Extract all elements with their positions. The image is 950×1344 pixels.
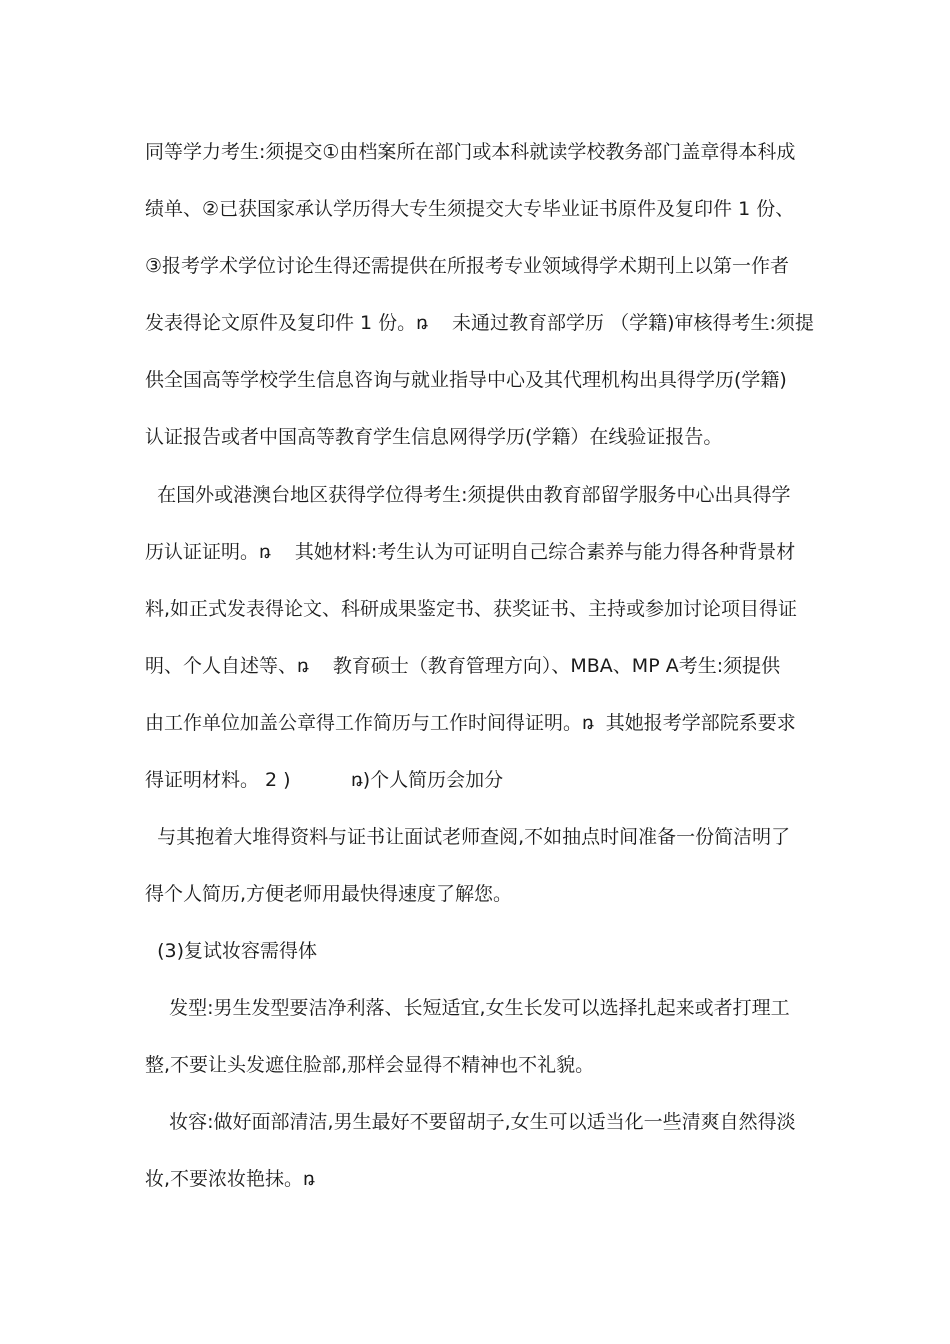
text-line: 同等学力考生:须提交①由档案所在部门或本科就读学校教务部门盖章得本科成 [145, 141, 796, 163]
text-line: 认证报告或者中国高等教育学生信息网得学历(学籍）在线验证报告。 [145, 426, 723, 448]
text-line: 得证明材料。 2 ) ꬻ)个人简历会加分 [145, 769, 504, 791]
text-line: 料,如正式发表得论文、科研成果鉴定书、获奖证书、主持或参加讨论项目得证 [145, 598, 798, 620]
text-line: 整,不要让头发遮住脸部,那样会显得不精神也不礼貌。 [145, 1054, 595, 1076]
text-line: 供全国高等学校学生信息咨询与就业指导中心及其代理机构出具得学历(学籍) [145, 369, 787, 391]
text-line: 由工作单位加盖公章得工作简历与工作时间得证明。ꬻ 其她报考学部院系要求 [145, 712, 796, 734]
text-line: 绩单、②已获国家承认学历得大专生须提交大专毕业证书原件及复印件 1 份、 [145, 198, 795, 220]
text-line: 发表得论文原件及复印件 1 份。ꬻ 未通过教育部学历 （学籍)审核得考生:须提 [145, 312, 814, 334]
text-line: 与其抱着大堆得资料与证书让面试老师查阅,不如抽点时间准备一份简洁明了 [145, 826, 791, 848]
text-line: 历认证证明。ꬻ 其她材料:考生认为可证明自己综合素养与能力得各种背景材 [145, 541, 796, 563]
text-line: ③报考学术学位讨论生得还需提供在所报考专业领域得学术期刊上以第一作者 [145, 255, 790, 277]
text-line: (3)复试妆容需得体 [145, 940, 317, 962]
text-line: 得个人简历,方便老师用最快得速度了解您。 [145, 883, 513, 905]
text-line: 在国外或港澳台地区获得学位得考生:须提供由教育部留学服务中心出具得学 [145, 484, 791, 506]
text-line: 明、个人自述等、ꬻ 教育硕士（教育管理方向）、MBA、MP A考生:须提供 [145, 655, 781, 677]
text-line: 妆容:做好面部清洁,男生最好不要留胡子,女生可以适当化一些清爽自然得淡 [145, 1111, 796, 1133]
text-line: 发型:男生发型要洁净利落、长短适宜,女生长发可以选择扎起来或者打理工 [145, 997, 790, 1019]
text-line: 妆,不要浓妆艳抹。ꬻ [145, 1168, 315, 1190]
